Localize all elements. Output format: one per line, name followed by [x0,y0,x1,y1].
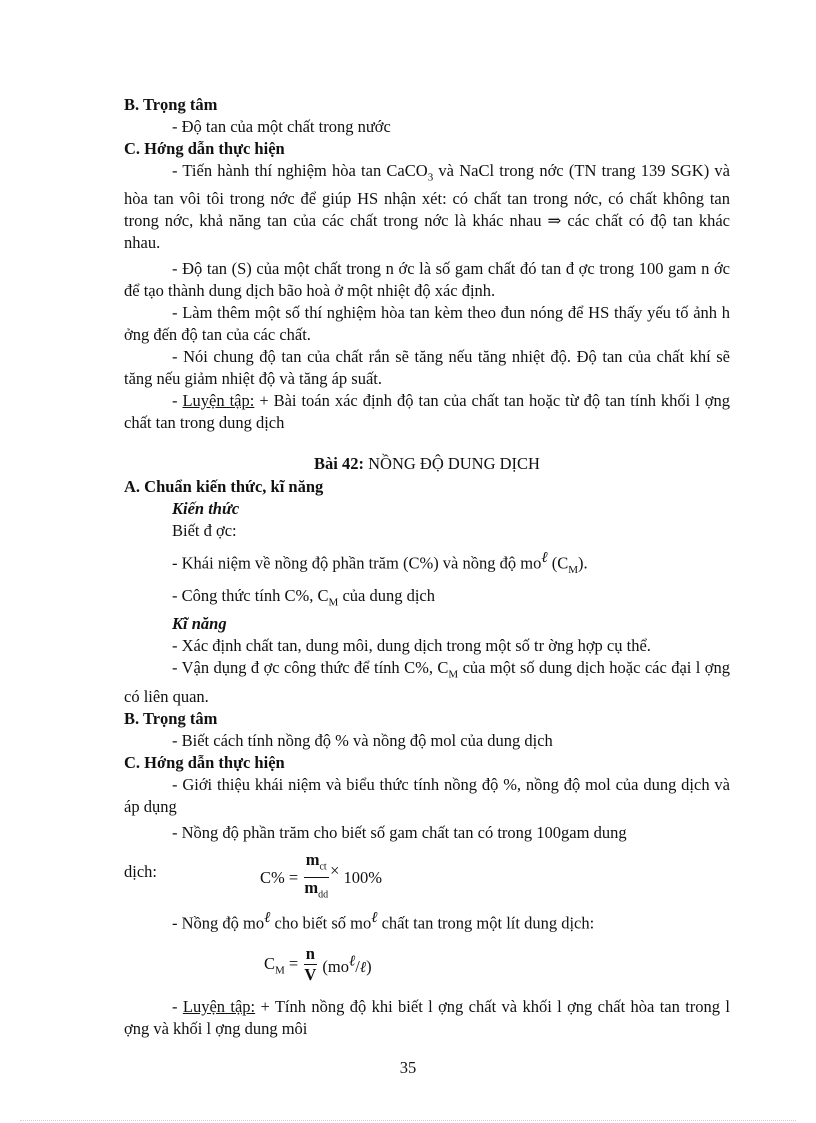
paragraph-temperature-effect: - Nói chung độ tan của chất rắn sẽ tăng nếu tăng nhiệt độ. Độ tan của chất khí sẽ tăng nếu giảm nhiệt độ và tăng áp suất. [124,347,730,389]
lesson-c-item-1: - Giới thiệu khái niệm và biểu thức tính nồng độ %, nồng độ mol của dung dịch và áp dụng [124,774,730,816]
paragraph-experiment: - Tiến hành thí nghiệm hòa tan CaCO$_3$ và NaCl trong nớc (TN trang 139 SGK) và hòa tan vôi tôi trong nớc để giúp HS nhận xét: có chất tan trong nớc, có chất không tan trong nớc, khả năng tan của các chất trong nớc là khác nhau ⇒ các chất có độ tan khác nhau. [124,161,731,253]
moles-over-volume-fraction: $\frac{n}{V}$ [304,944,317,985]
knowledge-item-2: - Công thức tính C%, $C_M$ của dung dịch [172,586,435,609]
lesson-b-item: - Biết cách tính nồng độ % và nồng độ mol của dung dịch [172,730,553,750]
formula-label: dịch: [124,861,157,881]
percent-concentration-formula: dịch: C% = $\frac{m_{ct}}{m_{dd}}$ × 100% [124,846,730,898]
knowledge-item-1: - Khái niệm về nồng độ phần trăm (C%) và nồng độ $mo^\ell$ $(C_M)$. [172,548,588,577]
section-c-heading: C. Hớng dẫn thực hiện [124,139,285,158]
section-b-heading: B. Trọng tâm [124,95,218,114]
document-page [124,94,730,1040]
lesson-title: Bài 42: NỒNG ĐỘ DUNG DỊCH [314,454,540,474]
lesson-c-heading: C. Hớng dẫn thực hiện [124,752,285,772]
lesson-b-heading: B. Trọng tâm [124,708,218,728]
lesson-a-heading: A. Chuẩn kiến thức, kĩ năng [124,477,324,497]
mass-fraction: $\frac{m_{ct}}{m_{dd}}$ [304,849,329,901]
lesson-c-item-3: - Nồng độ $mo^\ell$ cho biết số $mo^\ell$ chất tan trong một lít dung dịch: [172,907,595,933]
knowledge-intro: Biết đ ợc: [172,521,237,541]
knowledge-heading: Kiến thức [172,499,240,519]
paragraph-solubility-definition: - Độ tan (S) của một chất trong n ớc là số gam chất đó tan đ ợc trong 100 gam n ớc để tạo thành dung dịch bão hoà ở một nhiệt độ xác định. [124,259,730,301]
section-b-item: - Độ tan của một chất trong nước [172,117,391,136]
skill-item-1: - Xác định chất tan, dung môi, dung dịch trong một số tr ờng hợp cụ thể. [172,636,651,656]
lesson-practice-label: Luyện tập: [182,997,256,1017]
skill-item-2: - Vận dụng đ ợc công thức để tính C%, $C_M$ của một số dung dịch hoặc các đại l ợng có liên quan. [124,658,731,706]
practice-label: Luyện tập: [182,391,255,411]
skill-heading: Kĩ năng [172,614,227,634]
lesson-c-item-2: - Nồng độ phần trăm cho biết số gam chất tan có trong 100gam dung [172,822,627,842]
paragraph-more-experiments: - Làm thêm một số thí nghiệm hòa tan kèm theo đun nóng để HS thấy yếu tố ảnh h ởng đến độ tan của các chất. [124,303,730,345]
paragraph-practice: - Luyện tập: + Bài toán xác định độ tan của chất tan hoặc từ độ tan tính khối l ợng chất tan trong dung dịch [124,391,730,433]
molar-concentration-formula: $C_M$ = $\frac{n}{V}$ $(mo^\ell/\ell)$ [264,944,372,985]
lesson-practice: - Luyện tập: + Tính nồng độ khi biết l ợng chất và khối l ợng chất hòa tan trong l ợng và khối l ợng dung môi [124,997,730,1039]
page-bottom-divider [20,1120,796,1121]
implies-arrow-icon: ⇒ [547,211,562,231]
page-number: 35 [399,1058,417,1077]
